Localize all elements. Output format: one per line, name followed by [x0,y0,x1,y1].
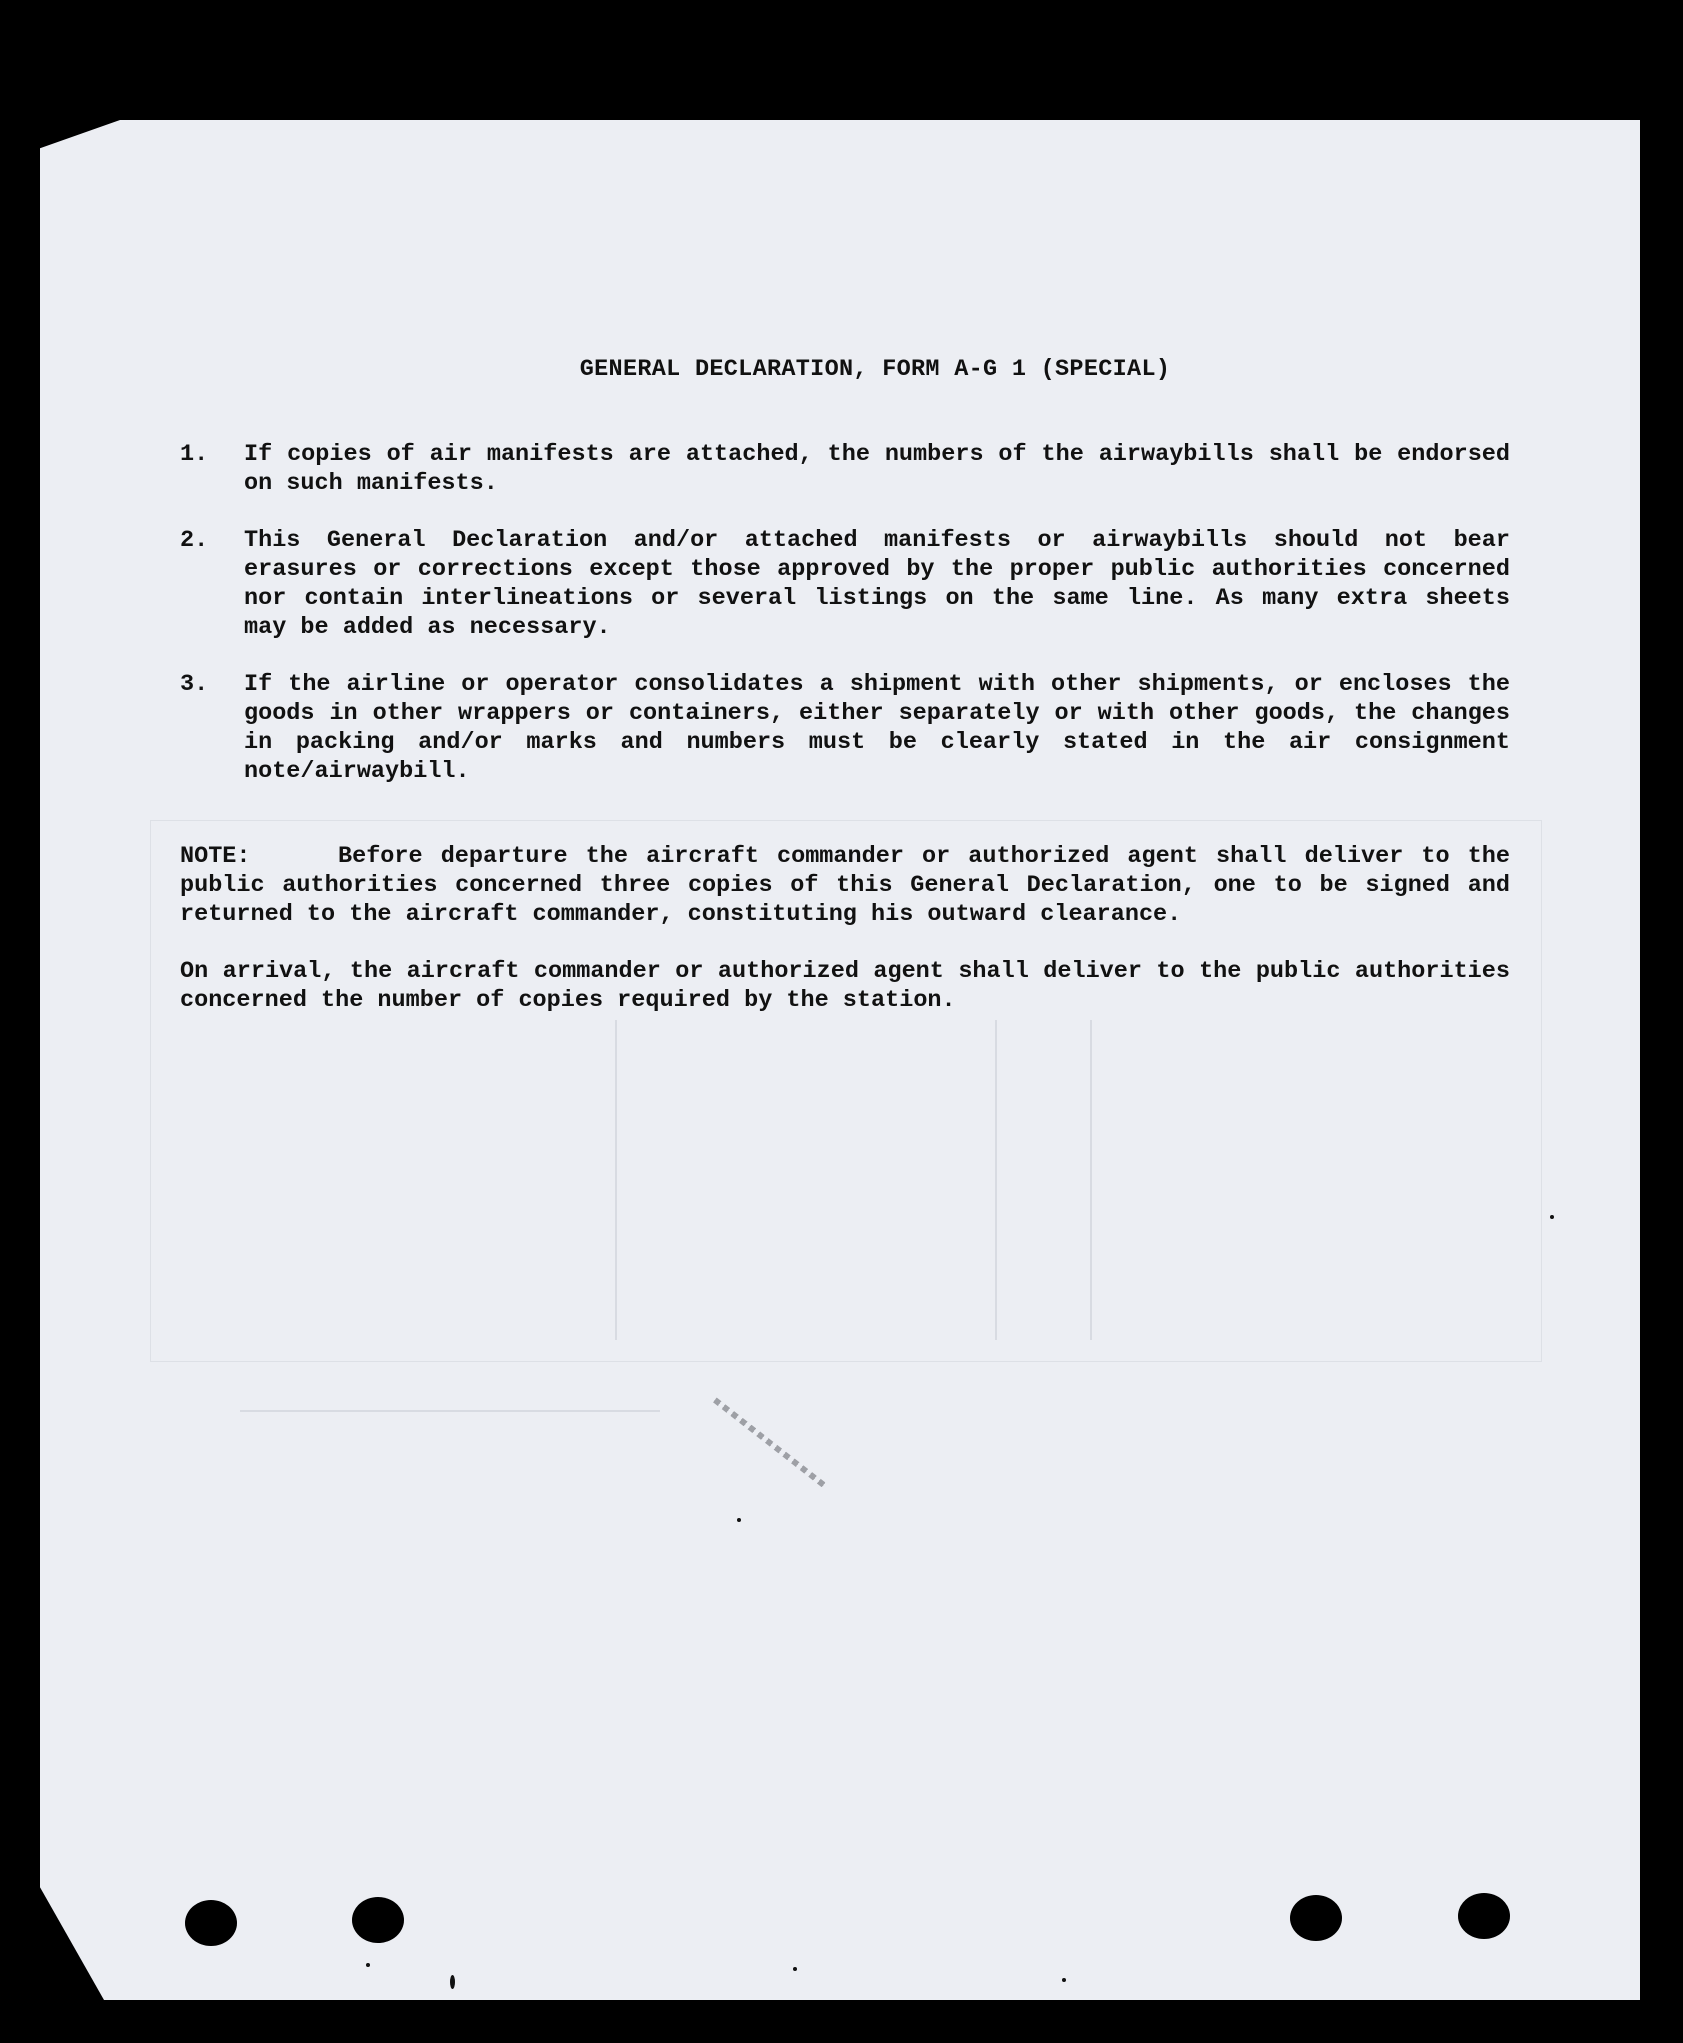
bleed-through-line [1090,1020,1092,1340]
item-text: This General Declaration and/or attached manifests or airwaybills should not bear erasures or corrections except those approved by the proper public authorities concerned nor contain interlineations or several listings on the same line. As many extra sheets may be added as necessary. [244,527,1510,641]
punch-hole [185,1900,237,1946]
ink-speck [1062,1978,1066,1982]
ink-speck [793,1967,797,1971]
instruction-item [180,440,1510,498]
item-text: If the airline or operator consolidates a shipment with other shipments, or encloses the goods in other wrappers or containers, either separately or with other goods, the changes in packing and/or marks and numbers must be clearly stated in the air consignment note/airwaybill. [244,671,1510,785]
ink-speck [737,1518,741,1522]
bleed-through-line [615,1020,617,1340]
instruction-item [180,670,1510,786]
bleed-through-line [995,1020,997,1340]
note-paragraph [180,842,1510,929]
ink-speck [1550,1215,1554,1219]
instruction-item [180,526,1510,642]
punch-hole [1290,1895,1342,1941]
item-text: If copies of air manifests are attached, the numbers of the airwaybills shall be endorsed on such manifests. [244,441,1510,497]
punch-hole [1458,1893,1510,1939]
item-number: 3. [180,671,209,698]
ink-speck [450,1975,455,1989]
arrival-paragraph: On arrival, the aircraft commander or authorized agent shall deliver to the public authorities concerned the number of copies required by the station. [180,958,1510,1014]
ink-speck [366,1963,370,1967]
item-number: 2. [180,527,209,554]
item-number: 1. [180,441,209,468]
note-label: NOTE: [180,843,251,870]
note-text: Before departure the aircraft commander or authorized agent shall deliver to the public authorities concerned three copies of this General Declaration, one to be signed and returned to the aircraft commander, constituting his outward clearance. [180,843,1510,928]
punch-hole [352,1897,404,1943]
declaration-text [180,355,1510,1015]
bleed-through-line [240,1410,660,1412]
document-title: GENERAL DECLARATION, FORM A-G 1 (SPECIAL) [579,356,1171,383]
